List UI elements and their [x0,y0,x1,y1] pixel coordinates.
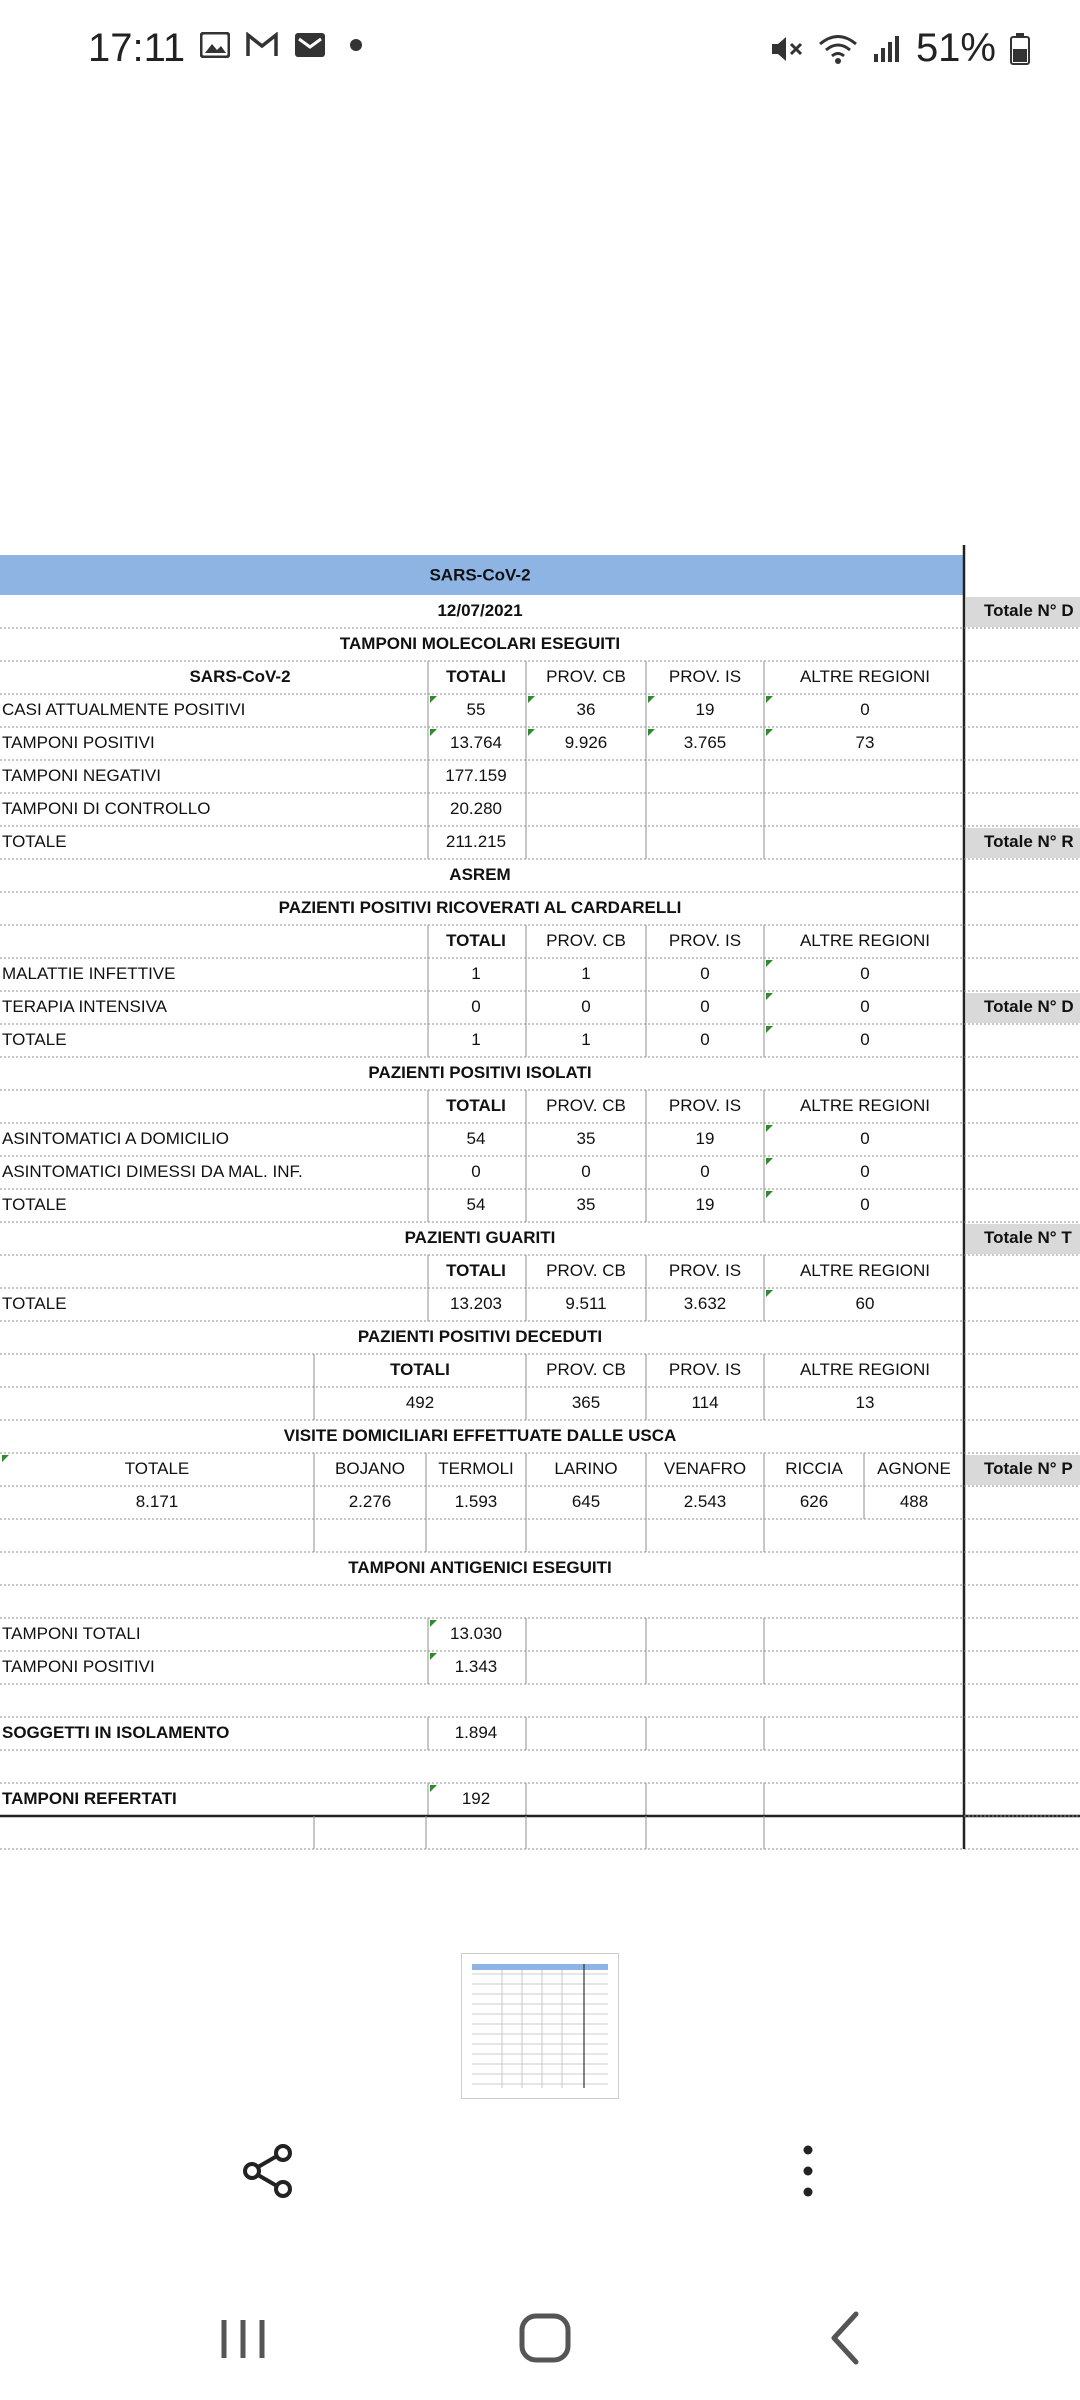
value-totali: 0 [471,996,481,1016]
status-bar [0,0,1080,100]
gmail-icon [246,32,278,58]
value-prov-is: 0 [700,1161,710,1181]
section-title: VISITE DOMICILIARI EFFETTUATE DALLE USCA [283,1425,677,1445]
green-tick [766,1191,773,1198]
value-altre-regioni: 0 [860,963,870,983]
value-prov-cb: 365 [571,1392,601,1412]
section-title: PAZIENTI GUARITI [404,1227,556,1247]
visite-value: 2.276 [348,1491,392,1511]
row-label: TAMPONI REFERTATI [2,1788,177,1808]
share-button[interactable] [240,2143,296,2199]
value-prov-is: 19 [695,1128,715,1148]
spreadsheet-image[interactable] [0,545,1080,1853]
back-button[interactable] [800,2302,890,2372]
value-altre-regioni: 0 [860,1161,870,1181]
back-icon [800,2302,890,2372]
value-prov-is: 0 [700,996,710,1016]
value-altre-regioni: 0 [860,1029,870,1049]
value-prov-is: 3.765 [683,732,727,752]
green-tick [766,1158,773,1165]
value-prov-cb: 0 [581,1161,591,1181]
value-totali: 54 [466,1194,486,1214]
header-altre-regioni: ALTRE REGIONI [799,1359,931,1379]
header-altre-regioni: ALTRE REGIONI [799,1260,931,1280]
value-prov-cb: 9.926 [564,732,608,752]
navigation-bar [0,2280,1080,2400]
row-label: TAMPONI POSITIVI [2,1656,155,1676]
row-label: TOTALE [2,1293,67,1313]
row-label: MALATTIE INFETTIVE [2,963,176,983]
side-label: Totale N° R [984,831,1074,851]
section-title: TAMPONI MOLECOLARI ESEGUITI [339,633,621,653]
value-prov-cb: 35 [576,1128,596,1148]
header-label: SARS-CoV-2 [189,666,291,686]
green-tick [2,1455,9,1462]
system-icons [770,26,1030,71]
gallery-icon [200,32,230,58]
side-label: Totale N° D [984,600,1074,620]
header-prov-is: PROV. IS [668,666,742,686]
header-totali: TOTALI [446,930,506,950]
green-tick [766,960,773,967]
visite-value: 488 [899,1491,929,1511]
header-totali: TOTALI [446,1260,506,1280]
section-title: PAZIENTI POSITIVI DECEDUTI [357,1326,603,1346]
value-totali: 0 [471,1161,481,1181]
green-tick [648,729,655,736]
value-totali: 54 [466,1128,486,1148]
green-tick [648,696,655,703]
section-title: PAZIENTI POSITIVI ISOLATI [368,1062,592,1082]
visite-value: 8.171 [135,1491,179,1511]
value-prov-is: 0 [700,1029,710,1049]
row-label: TOTALE [2,1029,67,1049]
green-tick [766,993,773,1000]
header-prov-cb: PROV. CB [546,1260,626,1280]
header-prov-cb: PROV. CB [546,666,626,686]
side-label: Totale N° T [984,1227,1072,1247]
row-label: TAMPONI DI CONTROLLO [2,798,211,818]
header-prov-is: PROV. IS [668,1260,742,1280]
home-button[interactable] [500,2302,590,2372]
section-title: PAZIENTI POSITIVI RICOVERATI AL CARDARELLI [278,897,682,917]
green-tick [766,1026,773,1033]
row-label: ASINTOMATICI A DOMICILIO [2,1128,230,1148]
visite-value: 2.543 [683,1491,727,1511]
value-altre-regioni: 0 [860,1194,870,1214]
thumbnail-preview [462,1954,618,2098]
value-prov-is: 19 [695,1194,715,1214]
value-totali: 1 [471,963,481,983]
green-tick [528,729,535,736]
header-prov-cb: PROV. CB [546,1359,626,1379]
visite-header: BOJANO [335,1458,405,1478]
row-label: TERAPIA INTENSIVA [2,996,168,1016]
value-prov-cb: 1 [581,1029,591,1049]
row-label: TOTALE [2,831,67,851]
value-prov-cb: 36 [576,699,596,719]
value-totali: 13.203 [450,1293,502,1313]
green-tick [430,729,437,736]
image-thumbnail[interactable] [461,1953,619,2099]
value-prov-is: 19 [695,699,715,719]
more-vert-icon [788,2143,828,2199]
sheet-title: SARS-CoV-2 [429,565,531,585]
clock: 17:11 [88,26,186,70]
value-totali: 20.280 [450,798,502,818]
header-prov-is: PROV. IS [668,930,742,950]
value-altre-regioni: 73 [855,732,875,752]
header-prov-is: PROV. IS [668,1095,742,1115]
header-prov-is: PROV. IS [668,1359,742,1379]
value-totali: 1 [471,1029,481,1049]
signal-icon [872,34,902,64]
notification-dot [350,39,362,51]
section-title: TAMPONI ANTIGENICI ESEGUITI [348,1557,612,1577]
visite-value: 645 [571,1491,601,1511]
spreadsheet [0,545,1080,1853]
value-totali: 192 [461,1788,491,1808]
value-altre-regioni: 0 [860,699,870,719]
value-totali: 492 [405,1392,435,1412]
value-totali: 1.894 [454,1722,498,1742]
value-altre-regioni: 0 [860,1128,870,1148]
row-label: CASI ATTUALMENTE POSITIVI [2,699,246,719]
visite-value: 1.593 [454,1491,498,1511]
green-tick [430,1653,437,1660]
green-tick [430,1785,437,1792]
value-prov-cb: 9.511 [565,1293,607,1313]
value-totali: 13.764 [450,732,502,752]
green-tick [766,729,773,736]
side-label: Totale N° D [984,996,1074,1016]
side-label: Totale N° P [984,1458,1073,1478]
green-tick [766,1290,773,1297]
email-icon [294,32,326,58]
value-altre-regioni: 60 [855,1293,875,1313]
notification-icons [200,32,362,58]
header-totali: TOTALI [446,666,506,686]
value-totali: 177.159 [445,765,507,785]
row-label: TAMPONI NEGATIVI [2,765,161,785]
header-altre-regioni: ALTRE REGIONI [799,1095,931,1115]
value-prov-cb: 35 [576,1194,596,1214]
more-options-button[interactable] [788,2143,828,2199]
row-label: ASINTOMATICI DIMESSI DA MAL. INF. [2,1161,303,1181]
value-prov-cb: 0 [581,996,591,1016]
header-totali: TOTALI [390,1359,450,1379]
value-prov-is: 3.632 [683,1293,727,1313]
value-altre-regioni: 0 [860,996,870,1016]
visite-value: 626 [799,1491,829,1511]
value-totali: 55 [466,699,486,719]
row-label: TAMPONI POSITIVI [2,732,155,752]
visite-header: TOTALE [124,1458,190,1478]
mute-icon [770,34,804,64]
recents-icon [198,2302,288,2372]
visite-header: VENAFRO [663,1458,747,1478]
green-tick [430,696,437,703]
home-icon [500,2302,590,2372]
battery-level: 51% [915,26,996,70]
header-altre-regioni: ALTRE REGIONI [799,666,931,686]
wifi-icon [818,33,858,65]
green-tick [766,1125,773,1132]
value-prov-is: 0 [700,963,710,983]
green-tick [430,1620,437,1627]
value-totali: 1.343 [454,1656,498,1676]
visite-header: TERMOLI [438,1458,514,1478]
green-tick [528,696,535,703]
value-totali: 211.215 [445,831,507,851]
recents-button[interactable] [198,2302,288,2372]
value-altre-regioni: 13 [855,1392,875,1412]
value-totali: 13.030 [450,1623,502,1643]
header-altre-regioni: ALTRE REGIONI [799,930,931,950]
sheet-date: 12/07/2021 [437,600,523,620]
value-prov-cb: 1 [581,963,591,983]
section-title: ASREM [449,864,511,884]
header-totali: TOTALI [446,1095,506,1115]
row-label: TAMPONI TOTALI [2,1623,141,1643]
row-label: SOGGETTI IN ISOLAMENTO [2,1722,230,1742]
visite-header: RICCIA [785,1458,843,1478]
battery-icon [1010,33,1030,65]
share-icon [240,2143,296,2199]
header-prov-cb: PROV. CB [546,930,626,950]
value-prov-is: 114 [691,1392,719,1412]
green-tick [766,696,773,703]
visite-header: AGNONE [877,1458,951,1478]
row-label: TOTALE [2,1194,67,1214]
visite-header: LARINO [554,1458,618,1478]
header-prov-cb: PROV. CB [546,1095,626,1115]
